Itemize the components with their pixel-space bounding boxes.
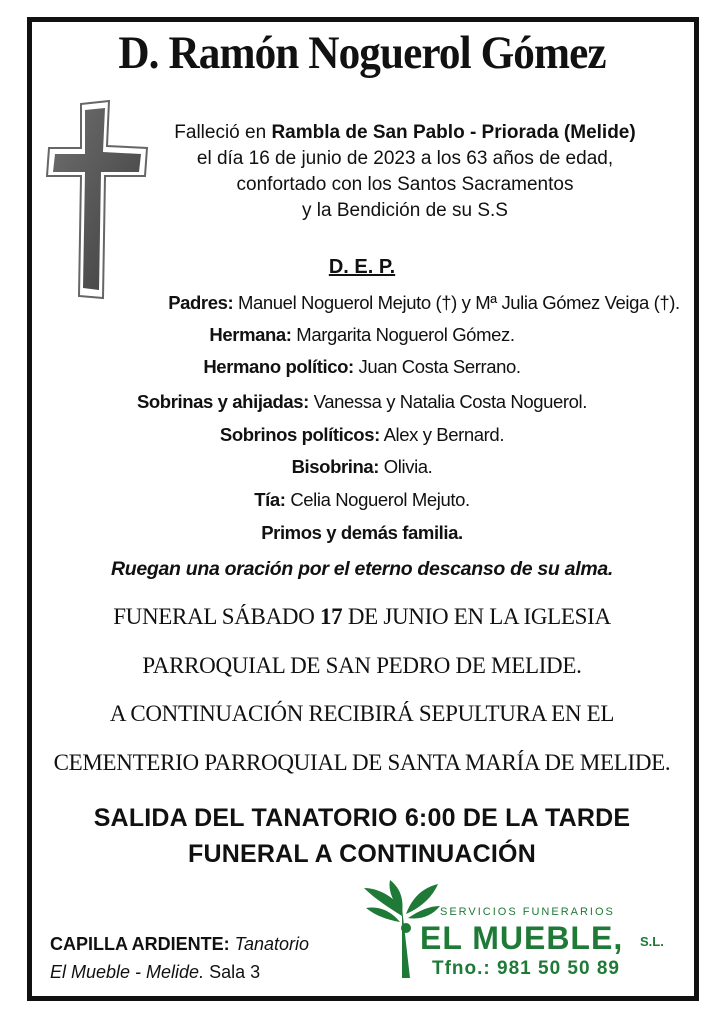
relative-label: Sobrinos políticos:: [219, 424, 380, 445]
relative-label: Hermano político:: [203, 356, 354, 377]
relative-value: Olivia.: [379, 456, 433, 477]
family-line: Primos y demás familia.: [261, 522, 463, 543]
funeral-line-1: FUNERAL SÁBADO 17 DE JUNIO EN LA IGLESIA: [113, 604, 611, 629]
chapel-room: Sala 3: [204, 962, 261, 982]
relative-label: Sobrinas y ahijadas:: [136, 391, 309, 412]
funeral-day: 17: [319, 604, 343, 629]
logo-brand: EL MUEBLE,: [420, 920, 624, 956]
intro-sacraments: confortado con los Santos Sacramentos: [236, 174, 574, 195]
chapel-place: Tanatorio: [229, 934, 310, 954]
prayer-line: Ruegan una oración por el eterno descanso de su alma.: [110, 558, 614, 580]
relative-value: Margarita Noguerol Gómez.: [291, 324, 515, 345]
relative-label: Padres:: [168, 292, 234, 313]
intro-blessing: y la Bendición de su S.S: [302, 200, 508, 221]
relative-label: Hermana:: [209, 324, 292, 345]
death-place: Rambla de San Pablo - Priorada (Melide): [271, 122, 636, 143]
relative-line: [62, 292, 724, 314]
relative-line: [0, 424, 724, 446]
relative-value: Manuel Noguerol Mejuto (†) y Mª Julia Gómez Veiga (†).: [233, 292, 680, 313]
chapel-place-2: El Mueble - Melide.: [50, 962, 205, 982]
logo-tagline: SERVICIOS FUNERARIOS: [440, 906, 615, 918]
funeral-line-3: A CONTINUACIÓN RECIBIRÁ SEPULTURA EN EL: [109, 701, 615, 726]
relative-value: Celia Noguerol Mejuto.: [285, 489, 470, 510]
relative-line: [0, 456, 724, 478]
relative-line: [0, 391, 724, 413]
relative-line: [0, 489, 724, 511]
funeral-after-line: FUNERAL A CONTINUACIÓN: [188, 840, 536, 868]
logo-suffix: S.L.: [640, 934, 664, 949]
funeral-line-2: PARROQUIAL DE SAN PEDRO DE MELIDE.: [142, 653, 582, 678]
relative-value: Juan Costa Serrano.: [353, 356, 521, 377]
relative-value: Vanessa y Natalia Costa Noguerol.: [308, 391, 588, 412]
chapel-info: [50, 930, 309, 986]
deceased-name: D. Ramón Noguerol Gómez: [118, 27, 606, 79]
logo-phone: Tfno.: 981 50 50 89: [432, 958, 620, 979]
relative-line: [0, 356, 724, 378]
chapel-label: CAPILLA ARDIENTE:: [50, 934, 230, 954]
departure-line: SALIDA DEL TANATORIO 6:00 DE LA TARDE: [93, 804, 631, 832]
relative-value: Alex y Bernard.: [379, 424, 505, 445]
intro-block: [120, 120, 690, 224]
funeral-line-4: CEMENTERIO PARROQUIAL DE SANTA MARÍA DE MELIDE.: [53, 750, 671, 775]
relative-label: Bisobrina:: [291, 456, 380, 477]
relative-label: Tía:: [254, 489, 286, 510]
intro-date: el día 16 de junio de 2023 a los 63 años de edad,: [196, 148, 614, 169]
relative-line: [0, 324, 724, 346]
dep-heading: D. E. P.: [328, 256, 396, 278]
intro-text: Falleció en: [174, 122, 272, 143]
